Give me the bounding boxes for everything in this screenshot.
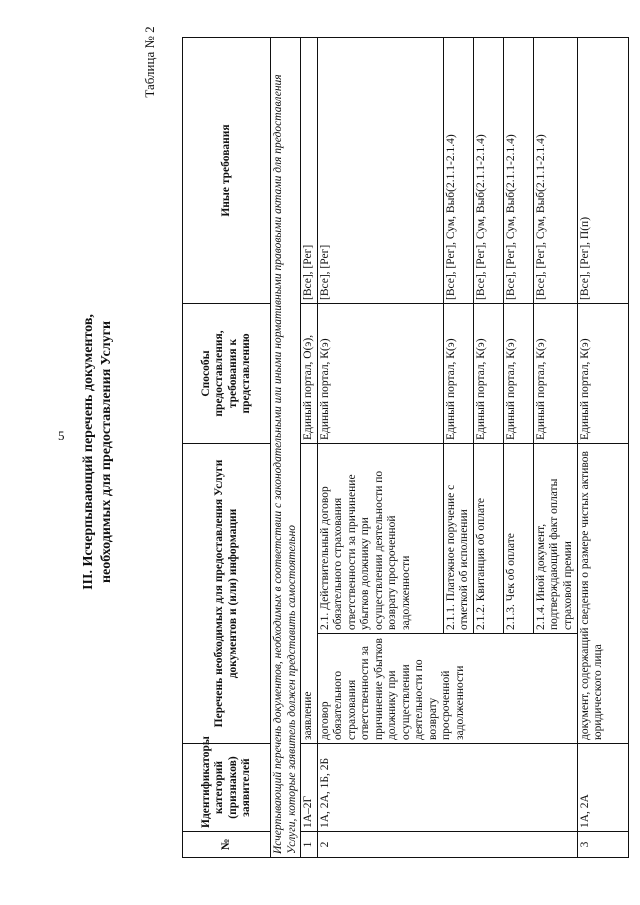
row2-sub-document: 2.1.2. Квитанция об оплате: [473, 444, 503, 634]
table-note: Исчерпывающий перечень документов, необходимых в соответствии с законодательными или иными нормативными правовыми актами для предоставления Услуги, которые заявитель должен представить самостоятельно: [271, 38, 301, 858]
row1-num: 1: [301, 832, 318, 858]
page-number: 5: [58, 428, 65, 443]
header-other: Иные требования: [183, 38, 271, 304]
row2-sub-method: Единый портал, К(э): [443, 304, 473, 444]
row2-sub-other: [Все], [Рег], Сум, Выб(2.1.1-2.1.4): [533, 38, 577, 304]
row2-category: 1А, 2А, 1Б, 2Б: [317, 744, 577, 832]
row2-sub-method: Единый портал, К(э): [503, 304, 533, 444]
row2-sub-main-method: Единый портал, К(э): [317, 304, 443, 444]
row3-document: документ, содержащий сведения о размере чистых активов юридического лица: [577, 444, 628, 744]
header-num: №: [183, 832, 271, 858]
row3-category: 1А, 2А: [577, 744, 628, 832]
row2-sub-main-document: 2.1. Действительный договор обязательного страхования ответственности за причинение убытков должнику при осуществлении деятельности по возврату просроченной задолженности: [317, 444, 443, 634]
header-methods: Способы предоставления, требования к представлению: [183, 304, 271, 444]
documents-table-wrapper: [182, 38, 626, 858]
row2-sub-document: 2.1.3. Чек об оплате: [503, 444, 533, 634]
row1-other: [Все], [Рег]: [301, 38, 318, 304]
heading-line-2: необходимых для предоставления Услуги: [99, 320, 114, 584]
row3-other: [Все], [Рег], П(п): [577, 38, 628, 304]
row2-sub-method: Единый портал, К(э): [473, 304, 503, 444]
row3-method: Единый портал, К(э): [577, 304, 628, 444]
table-note-row: [271, 38, 301, 858]
row1-method: Единый портал, О(э),: [301, 304, 318, 444]
row2-sub-other: [Все], [Рег], Сум, Выб(2.1.1-2.1.4): [503, 38, 533, 304]
row2-document: договор обязательного страхования ответственности за причинение убытков должнику при осуществлении деятельности по возврату просроченной задолженности: [317, 634, 577, 744]
row2-sub-other: [Все], [Рег], Сум, Выб(2.1.1-2.1.4): [443, 38, 473, 304]
header-categories: Идентификаторы категорий (признаков) заявителей: [183, 744, 271, 832]
documents-table: [182, 37, 629, 858]
table-caption-text: Таблица № 2: [142, 26, 157, 98]
row2-sub-document: 2.1.4. Иной документ, подтверждающий факт оплаты страховой премии: [533, 444, 577, 634]
row1-document: заявление: [301, 444, 318, 744]
heading-line-1: III. Исчерпывающий перечень документов,: [81, 314, 96, 590]
row2-sub-document: 2.1.1. Платежное поручение с отметкой об исполнении: [443, 444, 473, 634]
table-row: [317, 38, 443, 858]
table-row: [577, 38, 628, 858]
row2-num: 2: [317, 832, 577, 858]
table-row: [301, 38, 318, 858]
row2-sub-main-other: [Все], [Рег]: [317, 38, 443, 304]
table-header-row: [183, 38, 271, 858]
row2-sub-other: [Все], [Рег], Сум, Выб(2.1.1-2.1.4): [473, 38, 503, 304]
row2-sub-method: Единый портал, К(э): [533, 304, 577, 444]
row1-category: 1А–2Г: [301, 744, 318, 832]
row3-num: 3: [577, 832, 628, 858]
header-documents: Перечень необходимых для предоставления Услуги документов и (или) информации: [183, 444, 271, 744]
